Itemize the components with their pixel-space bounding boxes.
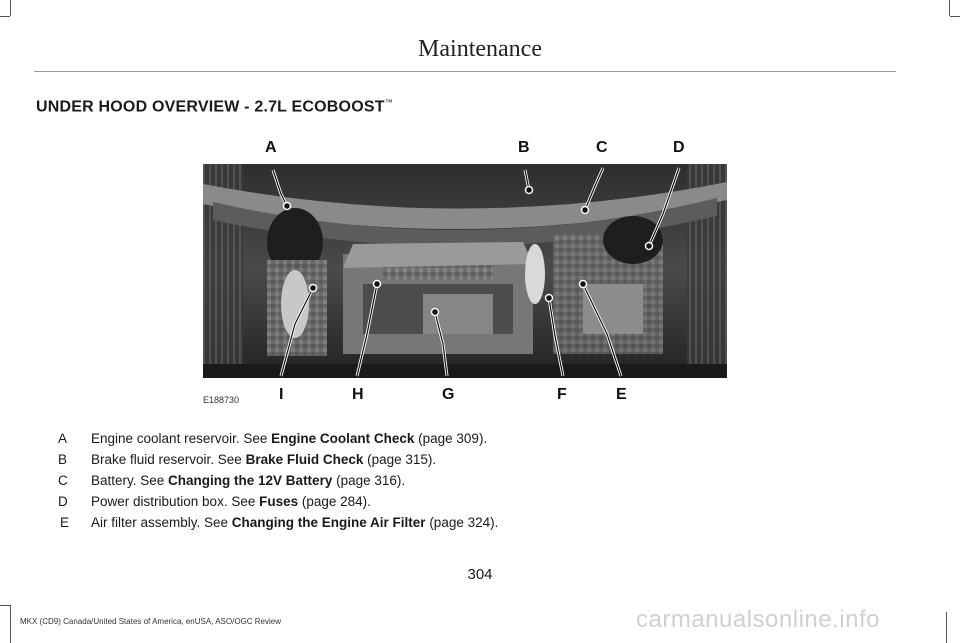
callout-e: E — [616, 386, 627, 403]
page-number: 304 — [467, 566, 493, 583]
legend-text — [91, 494, 371, 509]
crop-mark-bottom-right-v — [946, 612, 947, 643]
section-title-text: UNDER HOOD OVERVIEW - 2.7L ECOBOOST — [36, 98, 385, 116]
legend-ref-link[interactable]: Fuses — [259, 494, 299, 509]
legend-page: (page 315). — [363, 452, 437, 467]
legend-key: E — [60, 515, 70, 530]
callout-b: B — [518, 139, 530, 156]
crop-mark-top-right-v — [949, 0, 950, 16]
legend-desc: Brake fluid reservoir. See — [91, 452, 246, 467]
legend-key: B — [58, 452, 68, 467]
crop-mark-top-left-v — [10, 0, 11, 16]
legend-desc: Engine coolant reservoir. See — [91, 431, 272, 446]
section-title — [36, 98, 393, 116]
legend-text — [91, 431, 487, 446]
callout-h: H — [352, 386, 364, 403]
crop-mark-bottom-left-h — [0, 605, 10, 606]
figure-id: E188730 — [203, 395, 240, 405]
legend-text — [91, 515, 498, 530]
trademark-symbol: ™ — [384, 98, 393, 107]
legend-ref-link[interactable]: Changing the 12V Battery — [168, 473, 333, 488]
crop-mark-bottom-left-v — [10, 605, 11, 643]
legend-desc: Battery. See — [91, 473, 169, 488]
legend-page: (page 324). — [425, 515, 499, 530]
document-id: MKX (CD9) Canada/United States of America, enUSA, ASO/OGC Review — [20, 617, 281, 626]
legend-page: (page 316). — [332, 473, 406, 488]
legend-desc: Air filter assembly. See — [91, 515, 232, 530]
legend-ref-link[interactable]: Changing the Engine Air Filter — [231, 515, 426, 530]
legend-page: (page 309). — [414, 431, 488, 446]
legend-page: (page 284). — [298, 494, 371, 509]
legend-key: D — [58, 494, 68, 509]
watermark: carmanualsonline.info — [636, 606, 880, 633]
callout-f: F — [557, 386, 567, 403]
callout-c: C — [596, 139, 608, 156]
header-rule — [34, 71, 896, 72]
engine-bay-illustration — [203, 164, 727, 378]
callout-a: A — [265, 139, 277, 156]
callout-g: G — [442, 386, 455, 403]
legend-text — [91, 452, 436, 467]
legend-desc: Power distribution box. See — [91, 494, 260, 509]
legend-key: A — [58, 431, 68, 446]
legend-ref-link[interactable]: Brake Fluid Check — [245, 452, 364, 467]
legend-text — [91, 473, 405, 488]
callout-i: I — [279, 386, 284, 403]
legend-ref-link[interactable]: Engine Coolant Check — [271, 431, 415, 446]
crop-mark-top-left-h — [0, 16, 10, 17]
legend-key: C — [58, 473, 68, 488]
page-header-title: Maintenance — [418, 36, 542, 62]
crop-mark-top-right-h — [950, 16, 960, 17]
callout-d: D — [673, 139, 685, 156]
